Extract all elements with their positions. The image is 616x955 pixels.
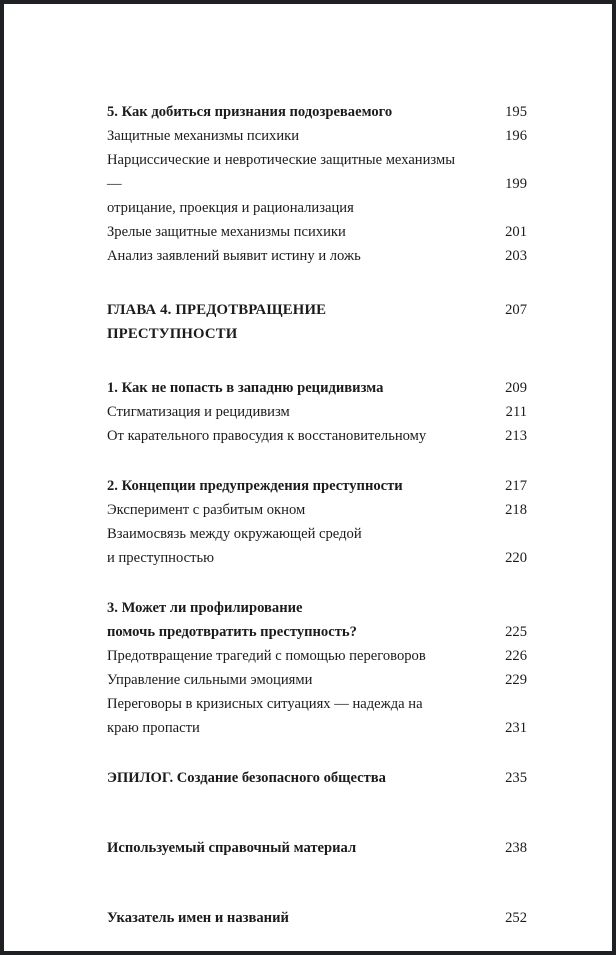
toc-page-number: 238 [505,840,527,856]
toc-group [107,474,527,570]
toc-entry-line: Анализ заявлений выявит истину и ложь [107,248,361,264]
toc-entry-line: отрицание, проекция и рационализация [107,200,354,216]
toc-entry[interactable] [107,766,527,810]
toc-entry[interactable] [107,148,527,220]
toc-page-number: 220 [505,550,527,566]
toc-entry-line: ЭПИЛОГ. Создание безопасного общества [107,770,386,786]
toc-entry-line: Нарциссические и невротические защитные механизмы — [107,152,459,192]
toc-entry[interactable] [107,522,527,570]
toc-entry-line: Стигматизация и рецидивизм [107,404,290,420]
toc-page-number: 207 [505,302,527,318]
toc-entry[interactable] [107,220,527,244]
toc-entry[interactable] [107,424,527,448]
toc-entry[interactable] [107,474,527,498]
toc-gap [107,268,527,298]
toc-page-number: 231 [505,720,527,736]
table-of-contents [107,100,527,950]
toc-entry[interactable] [107,596,527,644]
toc-group [107,298,527,346]
toc-group [107,906,527,950]
toc-entry-line: Управление сильными эмоциями [107,672,313,688]
toc-entry-line: ГЛАВА 4. ПРЕДОТВРАЩЕНИЕ ПРЕСТУПНОСТИ [107,302,331,342]
toc-group [107,376,527,448]
toc-page-number: 195 [505,104,527,120]
toc-entry-title [107,124,527,148]
toc-entry-title [107,766,527,790]
toc-entry-title [107,522,527,570]
toc-entry[interactable] [107,100,527,124]
toc-entry-title [107,596,527,644]
toc-entry-line: 1. Как не попасть в западню рецидивизма [107,380,384,396]
toc-entry[interactable] [107,376,527,400]
toc-page-number: 196 [505,128,527,144]
toc-page-number: 226 [505,648,527,664]
toc-entry[interactable] [107,298,527,346]
toc-entry-title [107,100,527,124]
toc-entry-title [107,376,527,400]
toc-page-number: 252 [505,910,527,926]
toc-entry-line: 3. Может ли профилирование [107,600,303,616]
toc-page-number: 199 [505,176,527,192]
toc-entry-line: 5. Как добиться признания подозреваемого [107,104,393,120]
toc-entry-line: 2. Концепции предупреждения преступности [107,478,403,494]
toc-group [107,836,527,880]
toc-entry-title [107,148,527,220]
toc-entry-title [107,244,527,268]
toc-group [107,766,527,810]
toc-group [107,596,527,740]
toc-page-number: 229 [505,672,527,688]
toc-entry-title [107,498,527,522]
toc-page-number: 235 [505,770,527,786]
toc-entry-line: помочь предотвратить преступность? [107,624,357,640]
toc-entry-line: Используемый справочный материал [107,840,357,856]
toc-entry-line: Защитные механизмы психики [107,128,300,144]
toc-entry-line: Эксперимент с разбитым окном [107,502,306,518]
toc-entry[interactable] [107,124,527,148]
toc-entry-line: Зрелые защитные механизмы психики [107,224,346,240]
toc-group [107,100,527,268]
toc-page-number: 217 [505,478,527,494]
toc-entry-title [107,424,527,448]
toc-gap [107,346,527,376]
toc-gap [107,880,527,906]
toc-entry-title [107,298,527,346]
toc-entry-line: Взаимосвязь между окружающей средой [107,526,362,542]
toc-entry-title [107,692,527,740]
toc-entry-title [107,668,527,692]
toc-page-number: 213 [505,428,527,444]
toc-entry-title [107,220,527,244]
toc-page-number: 218 [505,502,527,518]
toc-entry-title [107,906,527,930]
toc-gap [107,740,527,766]
toc-entry-line: Указатель имен и названий [107,910,289,926]
toc-entry-line: Предотвращение трагедий с помощью переговоров [107,648,426,664]
toc-gap [107,570,527,596]
toc-gap [107,448,527,474]
toc-entry[interactable] [107,906,527,950]
toc-gap [107,810,527,836]
toc-entry[interactable] [107,244,527,268]
toc-entry-line: и преступностью [107,550,215,566]
toc-entry-line: Переговоры в кризисных ситуациях — надежда на [107,696,423,712]
toc-page-number: 201 [505,224,527,240]
toc-page-number: 203 [505,248,527,264]
toc-entry[interactable] [107,668,527,692]
toc-entry[interactable] [107,692,527,740]
toc-entry-title [107,474,527,498]
toc-entry[interactable] [107,400,527,424]
toc-entry[interactable] [107,644,527,668]
toc-entry-line: От карательного правосудия к восстановительному [107,428,427,444]
toc-page-number: 209 [505,380,527,396]
toc-page-number: 225 [505,624,527,640]
toc-entry-line: краю пропасти [107,720,200,736]
toc-entry-title [107,836,527,860]
toc-entry-title [107,644,527,668]
toc-page-number: 211 [505,404,527,420]
toc-entry[interactable] [107,498,527,522]
toc-entry-title [107,400,527,424]
toc-entry[interactable] [107,836,527,880]
